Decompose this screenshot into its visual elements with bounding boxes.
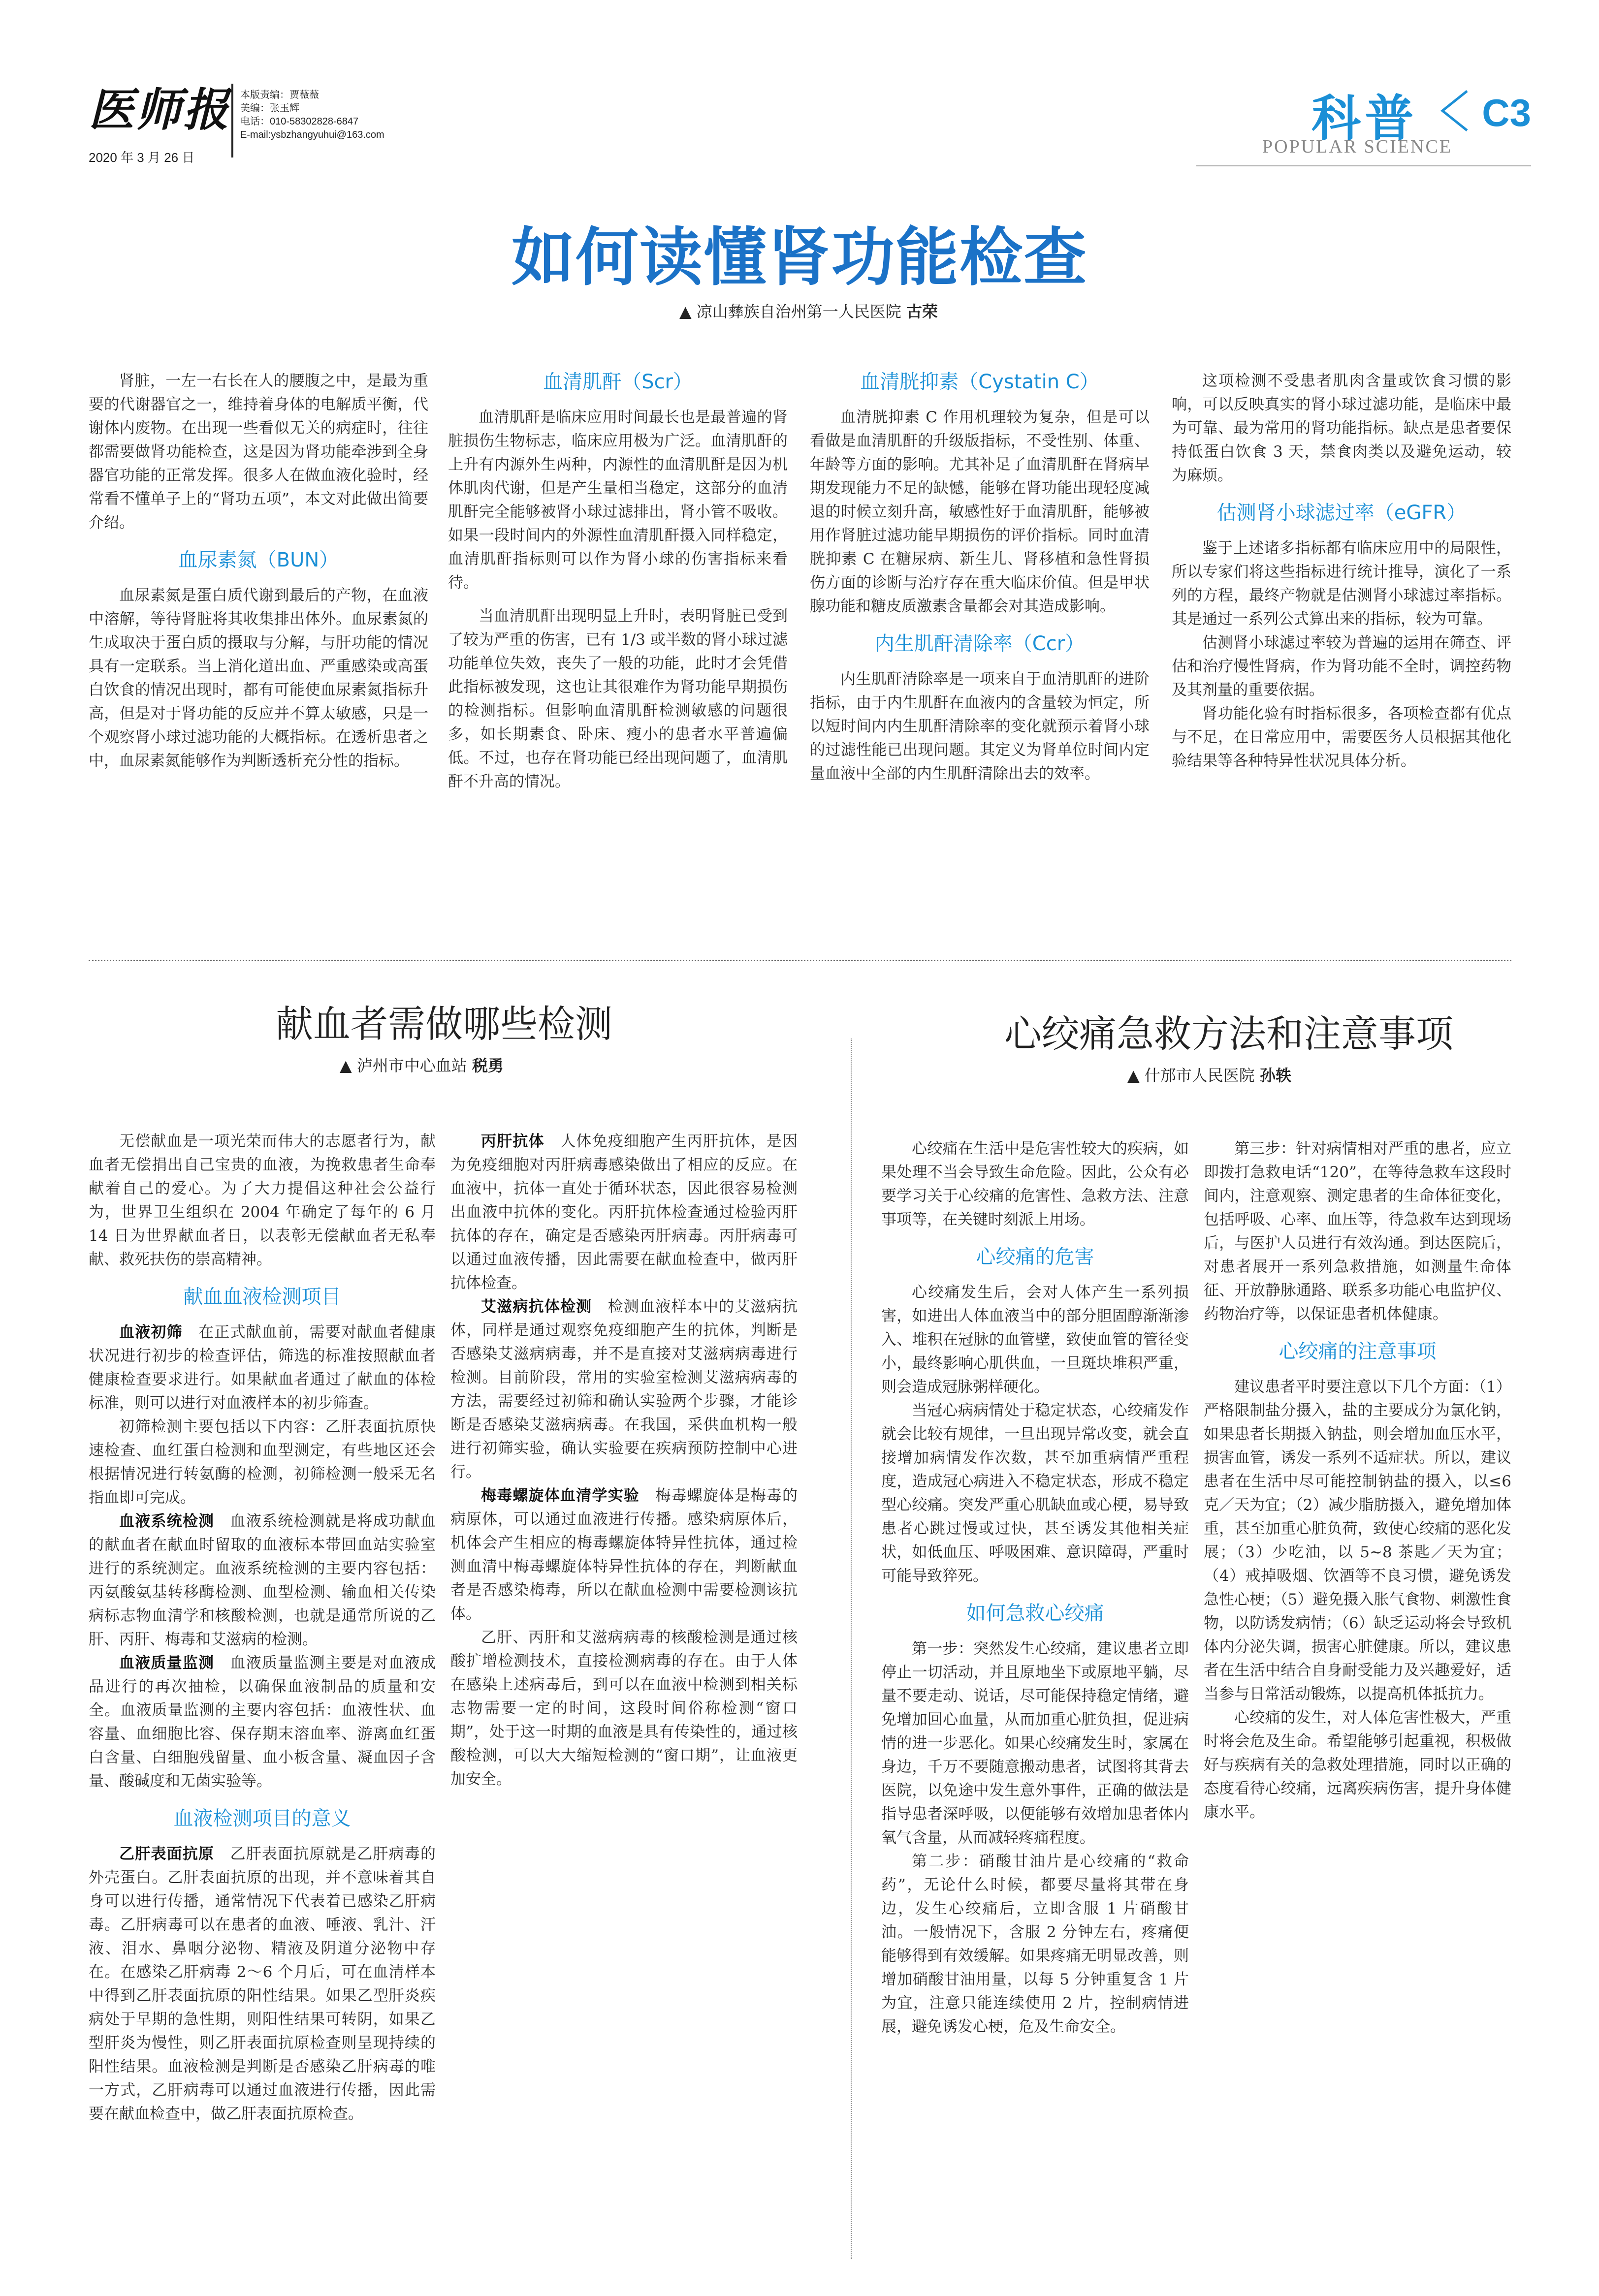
article1-column-2 <box>448 369 788 793</box>
lead-term: 艾滋病抗体检测 <box>481 1298 592 1316</box>
byline-affiliation: ▲ 凉山彝族自治州第一人民医院 <box>679 302 901 321</box>
paragraph: 第二步：硝酸甘油片是心绞痛的“救命药”，无论什么时候，都要尽量将其带在身边，发生心绞痛后，立即含服 1 片硝酸甘油。一般情况下，含服 2 分钟左右，疼痛便能够得到有效缓解。如果疼痛无明显改善，则增加硝酸甘油用量，以每 5 分钟重复含 1 片为宜，注意只能连续使用 2 片，控制病情进展，避免诱发心梗，危及生命安全。 <box>881 1853 1189 2036</box>
article3-column-1 <box>881 1137 1189 2039</box>
paragraph: 肾脏，一左一右长在人的腰腹之中，是最为重要的代谢器官之一，维持着身体的电解质平衡，代谢体内废物。在出现一些看似无关的病症时，往往都需要做肾功能检查，这是因为肾功能牵涉到全身器官功能的正常发挥。很多人在做血液化验时，经常看不懂单子上的“肾功五项”，本文对此做出简要介绍。 <box>89 372 428 532</box>
section-heading: 献血血液检测项目 <box>183 1286 341 1308</box>
section-heading: 血清肌酐（Scr） <box>543 371 693 393</box>
masthead-rule <box>1196 165 1531 166</box>
paragraph: 血清肌酐是临床应用时间最长也是最普遍的肾脏损伤生物标志，临床应用极为广泛。血清肌酐的上升有内源外生两种，内源性的血清肌酐是因为机体肌肉代谢，但是产生量相当稳定，这部分的血清肌酐完全能够被肾小球过滤排出，肾小管不吸收。如果一段时间内的外源性血清肌酐摄入同样稳定，血清肌酐指标则可以作为肾小球的伤害指标来看待。 <box>448 409 788 592</box>
paragraph: 估测肾小球滤过率较为普遍的运用在筛查、评估和治疗慢性肾病，作为肾功能不全时，调控药物及其剂量的重要依据。 <box>1172 634 1511 699</box>
section-heading: 心绞痛的注意事项 <box>1279 1340 1437 1363</box>
section-heading: 内生肌酐清除率（Ccr） <box>874 632 1085 655</box>
article3-column-2 <box>1204 1137 1511 1824</box>
article1-column-4 <box>1172 369 1511 773</box>
lead-term: 血液初筛 <box>119 1323 183 1341</box>
lead-term: 血液系统检测 <box>119 1512 215 1530</box>
page-number: C3 <box>1482 91 1531 134</box>
newspaper-logo: 医师报 <box>89 83 231 136</box>
paragraph-text: 乙肝表面抗原就是乙肝病毒的外壳蛋白。乙肝表面抗原的出现，并不意味着其自身可以进行传播，通常情况下代表着已感染乙肝病毒。乙肝病毒可以在患者的血液、唾液、乳汁、汗液、泪水、鼻咽分泌物、精液及阴道分泌物中存在。在感染乙肝病毒 2～6 个月后，可在血清样本中得到乙肝表面抗原的阳性结果。如果乙型肝炎疾病处于早期的急性期，则阳性结果可转阴，如果乙型肝炎为慢性，则乙肝表面抗原检查则呈现持续的阳性结果。血液检测是判断是否感染乙肝病毒的唯一方式，乙肝病毒可以通过血液进行传播，因此需要在献血检查中，做乙肝表面抗原检查。 <box>89 1845 436 2123</box>
paragraph: 乙肝、丙肝和艾滋病病毒的核酸检测是通过核酸扩增检测技术，直接检测病毒的存在。由于人体在感染上述病毒后，到可以在血液中检测到相关标志物需要一定的时间，这段时间俗称检测“窗口期”，处于这一时期的血液是具有传染性的，通过核酸检测，可以大大缩短检测的“窗口期”，让血液更加安全。 <box>450 1629 798 1788</box>
column-divider <box>851 1038 852 2259</box>
paragraph: 鉴于上述诸多指标都有临床应用中的局限性，所以专家们将这些指标进行统计推导，演化了一系列的方程，最终产物就是估测肾小球滤过率指标。其是通过一系列公式算出来的指标，较为可靠。 <box>1172 539 1511 628</box>
paragraph-text: 梅毒螺旋体是梅毒的病原体，可以通过血液进行传播。感染病原体后，机体会产生相应的梅毒螺旋体特异性抗体，通过检测血清中梅毒螺旋体特异性抗体的存在，判断献血者是否感染梅毒，所以在献血检测中需要检测该抗体。 <box>450 1487 798 1623</box>
paragraph: 当冠心病病情处于稳定状态，心绞痛发作就会比较有规律，一旦出现异常改变，就会直接增加病情发作次数，甚至加重病情严重程度，造成冠心病进入不稳定状态，形成不稳定型心绞痛。突发严重心肌缺血或心梗，易导致患者心跳过慢或过快，甚至诱发其他相关症状，如低血压、呼吸困难、意识障碍，严重时可能导致猝死。 <box>881 1402 1189 1585</box>
article2-column-1 <box>89 1130 436 2126</box>
publication-date: 2020 年 3 月 26 日 <box>89 150 195 165</box>
section-name-english: POPULAR SCIENCE <box>1262 136 1452 157</box>
paragraph-text: 血液系统检测就是将成功献血的献血者在献血时留取的血液标本带回血站实验室进行的系统测定。血液系统检测的主要内容包括：丙氨酸氨基转移酶检测、血型检测、输血相关传染病标志物血清学和核酸检测，也就是通常所说的乙肝、丙肝、梅毒和艾滋病的检测。 <box>89 1512 436 1648</box>
section-heading: 估测肾小球滤过率（eGFR） <box>1216 502 1467 524</box>
paragraph <box>89 1842 436 2126</box>
paragraph <box>450 1130 798 1295</box>
editor-info <box>240 89 384 142</box>
lead-term: 梅毒螺旋体血清学实验 <box>481 1487 640 1505</box>
article-byline-kidney <box>679 299 938 322</box>
article-title-blood: 献血者需做哪些检测 <box>276 1002 612 1046</box>
paragraph: 心绞痛的发生，对人体危害性极大，严重时将会危及生命。希望能够引起重视，积极做好与疾病有关的急救处理措施，同时以正确的态度看待心绞痛，远离疾病伤害，提升身体健康水平。 <box>1204 1709 1511 1821</box>
byline-author: 税勇 <box>472 1056 504 1075</box>
paragraph: 内生肌酐清除率是一项来自于血清肌酐的进阶指标，由于内生肌酐在血液内的含量较为恒定，所以短时间内内生肌酐清除率的变化就预示着肾小球的过滤性能已出现问题。其定义为肾单位时间内定量血液中全部的内生肌酐清除出去的效率。 <box>810 670 1150 783</box>
article-byline-angina <box>1127 1063 1291 1086</box>
article1-column-3 <box>810 369 1150 786</box>
paragraph <box>89 1651 436 1793</box>
paragraph <box>450 1295 798 1484</box>
byline-affiliation: ▲ 什邡市人民医院 <box>1127 1066 1255 1085</box>
editor-line: 美编：张玉辉 <box>240 103 299 114</box>
paragraph: 第三步：针对病情相对严重的患者，应立即拨打急救电话“120”，在等待急救车这段时间内，注意观察、测定患者的生命体征变化，包括呼吸、心率、血压等，待急救车达到现场后，与医护人员进行有效沟通。到达医院后，对患者展开一系列急救措施，如测量生命体征、开放静脉通路、联系多功能心电监护仪、药物治疗等，以保证患者机体健康。 <box>1204 1140 1511 1323</box>
masthead <box>89 74 1531 167</box>
section-heading: 血液检测项目的意义 <box>173 1807 351 1830</box>
paragraph: 初筛检测主要包括以下内容：乙肝表面抗原快速检查、血红蛋白检测和血型测定，有些地区还会根据情况进行转氨酶的检测，初筛检测一般采无名指血即可完成。 <box>89 1418 436 1507</box>
paragraph <box>450 1484 798 1626</box>
section-heading: 血清胱抑素（Cystatin C） <box>860 371 1099 393</box>
paragraph-text: 人体免疫细胞产生丙肝抗体，是因为免疫细胞对丙肝病毒感染做出了相应的反应。在血液中，抗体一直处于循环状态，因此很容易检测出血液中抗体的变化。丙肝抗体检查通过检验丙肝抗体的存在，确定是否感染丙肝病毒。丙肝病毒可以通过血液传播，因此需要在献血检查中，做丙肝抗体检查。 <box>450 1132 798 1292</box>
paragraph: 血尿素氮是蛋白质代谢到最后的产物，在血液中溶解，等待肾脏将其收集排出体外。血尿素氮的生成取决于蛋白质的摄取与分解，与肝功能的情况具有一定联系。当上消化道出血、严重感染或高蛋白饮食的情况出现时，都有可能使血尿素氮指标升高，但是对于肾功能的反应并不算太敏感，只是一个观察肾小球过滤功能的大概指标。在透析患者之中，血尿素氮能够作为判断透析充分性的指标。 <box>89 587 428 770</box>
editor-line: E-mail:ysbzhangyuhui@163.com <box>240 129 384 140</box>
paragraph: 肾功能化验有时指标很多，各项检查都有优点与不足，在日常应用中，需要医务人员根据其他化验结果等各种特异性状况具体分析。 <box>1172 705 1511 770</box>
paragraph: 这项检测不受患者肌肉含量或饮食习惯的影响，可以反映真实的肾小球过滤功能，是临床中最为可靠、最为常用的肾功能指标。缺点是患者要保持低蛋白饮食 3 天，禁食肉类以及避免运动，较为麻烦。 <box>1172 372 1511 484</box>
paragraph: 血清胱抑素 C 作用机理较为复杂，但是可以看做是血清肌酐的升级版指标，不受性别、体重、年龄等方面的影响。尤其补足了血清肌酐在肾病早期发现能力不足的缺憾，能够在肾功能出现轻度减退的时候立刻升高，敏感性好于血清肌酐，能够被用作肾脏过滤功能早期损伤的评价指标。同时血清胱抑素 C 在糖尿病、新生儿、肾移植和急性肾损伤方面的诊断与治疗存在重大临床价值。但是甲状腺功能和糖皮质激素含量都会对其造成影响。 <box>810 409 1150 615</box>
article1-column-1 <box>89 369 428 773</box>
paragraph: 建议患者平时要注意以下几个方面：（1）严格限制盐分摄入，盐的主要成分为氯化钠，如果患者长期摄入钠盐，则会增加血压水平，损害血管，诱发一系列不适症状。所以，建议患者在生活中尽可能控制钠盐的摄入，以≤6 克／天为宜；（2）减少脂肪摄入，避免增加体重，甚至加重心脏负荷，致使心绞痛的恶化发展；（3）少吃油，以 5~8 茶匙／天为宜；（4）戒掉吸烟、饮酒等不良习惯，避免诱发急性心梗；（5）避免摄入胀气食物、刺激性食物，以防诱发病情；（6）缺乏运动将会导致机体内分泌失调，损害心脏健康。所以，建议患者在生活中结合自身耐受能力及兴趣爱好，适当参与日常活动锻炼，以提高机体抵抗力。 <box>1204 1378 1511 1703</box>
section-heading: 血尿素氮（BUN） <box>178 549 339 571</box>
section-divider <box>89 960 1511 961</box>
chevron-left-icon <box>1433 89 1477 133</box>
masthead-divider <box>231 84 233 157</box>
lead-term: 血液质量监测 <box>119 1654 215 1672</box>
section-heading: 心绞痛的危害 <box>976 1246 1094 1268</box>
paragraph <box>89 1510 436 1651</box>
article-byline-blood <box>340 1053 504 1076</box>
paragraph-text: 血液质量监测主要是对血液成品进行的再次抽检，以确保血液制品的质量和安全。血液质量监测的主要内容包括：血液性状、血容量、血细胞比容、保存期末溶血率、游离血红蛋白含量、白细胞残留量、血小板含量、凝血因子含量、酸碱度和无菌实验等。 <box>89 1654 436 1790</box>
paragraph: 第一步：突然发生心绞痛，建议患者立即停止一切活动，并且原地坐下或原地平躺，尽量不要走动、说话，尽可能保持稳定情绪，避免增加回心血量，从而加重心脏负担，促进病情的进一步恶化。如果心绞痛发生时，家属在身边，千万不要随意搬动患者，试图将其背去医院，以免途中发生意外事件，正确的做法是指导患者深呼吸，以便能够有效增加患者体内氧气含量，从而减轻疼痛程度。 <box>881 1640 1189 1847</box>
article-title-kidney: 如何读懂肾功能检查 <box>511 221 1087 294</box>
paragraph: 无偿献血是一项光荣而伟大的志愿者行为，献血者无偿捐出自己宝贵的血液，为挽救患者生命奉献着自己的爱心。为了大力提倡这种社会公益行为，世界卫生组织在 2004 年确定了每年的 6 月 14 日为世界献血者日，以表彰无偿献血者无私奉献、救死扶伤的崇高精神。 <box>89 1132 436 1268</box>
paragraph: 心绞痛在生活中是危害性较大的疾病，如果处理不当会导致生命危险。因此，公众有必要学习关于心绞痛的危害性、急救方法、注意事项等，在关键时刻派上用场。 <box>881 1140 1189 1228</box>
section-heading: 如何急救心绞痛 <box>966 1602 1104 1625</box>
byline-author: 古荣 <box>906 302 938 321</box>
article-title-angina: 心绞痛急救方法和注意事项 <box>1004 1012 1453 1056</box>
paragraph: 当血清肌酐出现明显上升时，表明肾脏已受到了较为严重的伤害，已有 1/3 或半数的肾小球过滤功能单位失效，丧失了一般的功能，此时才会凭借此指标被发现，这也让其很难作为肾功能早期损伤的检测指标。但影响血清肌酐检测敏感的问题很多，如长期素食、卧床、瘦小的患者水平普遍偏低。不过，也存在肾功能已经出现问题了，血清肌酐不升高的情况。 <box>448 607 788 790</box>
editor-line: 电话：010-58302828-6847 <box>240 116 359 127</box>
section-name: 科普 <box>1311 90 1418 147</box>
article2-column-2 <box>450 1130 798 1791</box>
paragraph-text: 在正式献血前，需要对献血者健康状况进行初步的检查评估，筛选的标准按照献血者健康检查要求进行。如果献血者通过了献血的体检标准，则可以进行对血液样本的初步筛查。 <box>89 1323 436 1412</box>
byline-affiliation: ▲ 泸州市中心血站 <box>340 1056 467 1075</box>
paragraph-text: 检测血液样本中的艾滋病抗体，同样是通过观察免疫细胞产生的抗体，判断是否感染艾滋病病毒，并不是直接对艾滋病病毒进行检测。目前阶段，常用的实验室检测艾滋病病毒的方法，需要经过初筛和确认实验两个步骤，才能诊断是否感染艾滋病病毒。在我国，采供血机构一般进行初筛实验，确认实验要在疾病预防控制中心进行。 <box>450 1298 798 1481</box>
byline-author: 孙轶 <box>1259 1066 1291 1085</box>
editor-line: 本版责编：贾薇薇 <box>240 90 319 100</box>
paragraph: 心绞痛发生后，会对人体产生一系列损害，如进出人体血液当中的部分胆固醇渐渐渗入、堆积在冠脉的血管壁，致使血管的管径变小，最终影响心肌供血，一旦斑块堆积严重，则会造成冠脉粥样硬化。 <box>881 1284 1189 1396</box>
paragraph <box>89 1321 436 1415</box>
lead-term: 乙肝表面抗原 <box>119 1845 215 1863</box>
lead-term: 丙肝抗体 <box>481 1132 544 1150</box>
